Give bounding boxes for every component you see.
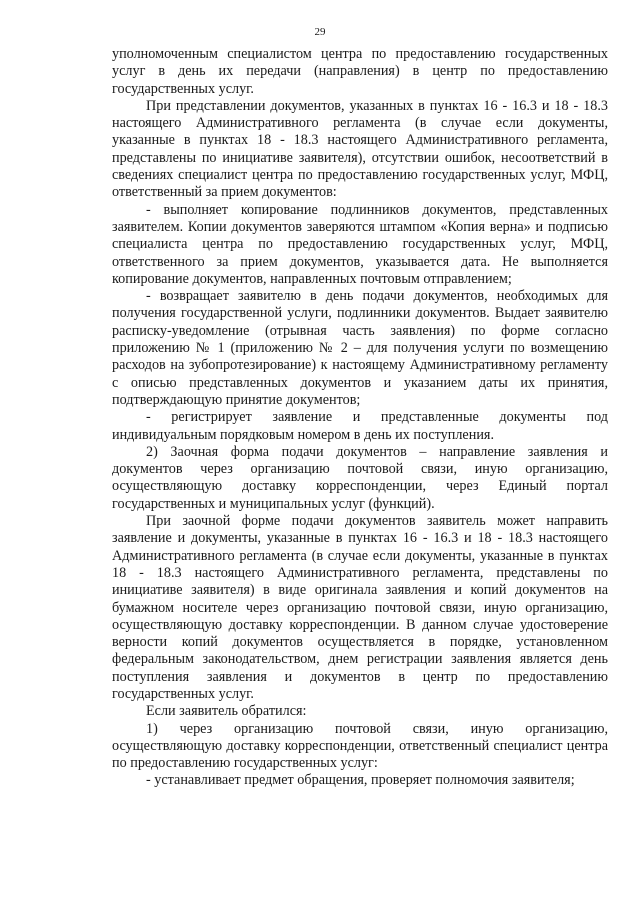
paragraph-remote-form: 2) Заочная форма подачи документов – направление заявления и документов через организацию почтовой связи, иную организацию, осуществляющую доставку корреспонденции, через Единый портал государственных и муниципальных услуг (функций). (112, 443, 608, 512)
page-number: 29 (314, 26, 326, 38)
paragraph-registration: - регистрирует заявление и представленные документы под индивидуальным порядковым номером в день их поступления. (112, 409, 608, 443)
paragraph-copying: - выполняет копирование подлинников документов, представленных заявителем. Копии документов заверяются штампом «Копия верна» и подписью специалиста центра по предоставлению государственных услуг, МФЦ, ответственного за прием документов, указывается дата. Не выполняется копирование документов, направленных почтовым отправлением; (112, 201, 608, 287)
paragraph-establish-subject: - устанавливает предмет обращения, проверяет полномочия заявителя; (146, 772, 575, 789)
paragraph-return-originals: - возвращает заявителю в день подачи документов, необходимых для получения государственной услуги, подлинники документов. Выдает заявителю расписку-уведомление (отрывная часть заявления) по форме согласно приложению № 1 (приложению № 2 – для получения услуги по возмещению расходов на зубопротезирование) к настоящему Административному регламенту с описью представленных документов и указанием даты их принятия, подтверждающую принятие документов; (112, 288, 608, 408)
paragraph-continuation: уполномоченным специалистом центра по предоставлению государственных услуг в день их передачи (направления) в центр по предоставлению государственных услуг. (112, 46, 608, 97)
paragraph-postal: 1) через организацию почтовой связи, иную организацию, осуществляющую доставку корреспонденции, ответственный специалист центра по предоставлению государственных услуг: (112, 720, 608, 772)
paragraph-remote-submission: При заочной форме подачи документов заявитель может направить заявление и документы, указанные в пунктах 16 - 16.3 и 18 - 18.3 настоящего Административного регламента (в случае если документы, указанные в пунктах 18 - 18.3 настоящего Административного регламента, представлены по инициативе заявителя) в виде оригинала заявления и копий документов на бумажном носителе через организацию почтовой связи, иную организацию, осуществляющую доставку корреспонденции. В данном случае удостоверение верности копий документов осуществляется в порядке, установленном федеральным законодательством, днем регистрации заявления является день поступления заявления и документов в центр по предоставлению государственных услуг. (112, 513, 608, 702)
document-body (112, 46, 608, 790)
paragraph-document-submission: При представлении документов, указанных в пунктах 16 - 16.3 и 18 - 18.3 настоящего Административного регламента (в случае если документы, указанные в пунктах 18 - 18.3 настоящего Административного регламента, представлены по инициативе заявителя), отсутствии ошибок, несоответствий в сведениях специалист центра по предоставлению государственных услуг, МФЦ, ответственный за прием документов: (112, 97, 608, 201)
paragraph-if-applicant: Если заявитель обратился: (146, 703, 307, 720)
